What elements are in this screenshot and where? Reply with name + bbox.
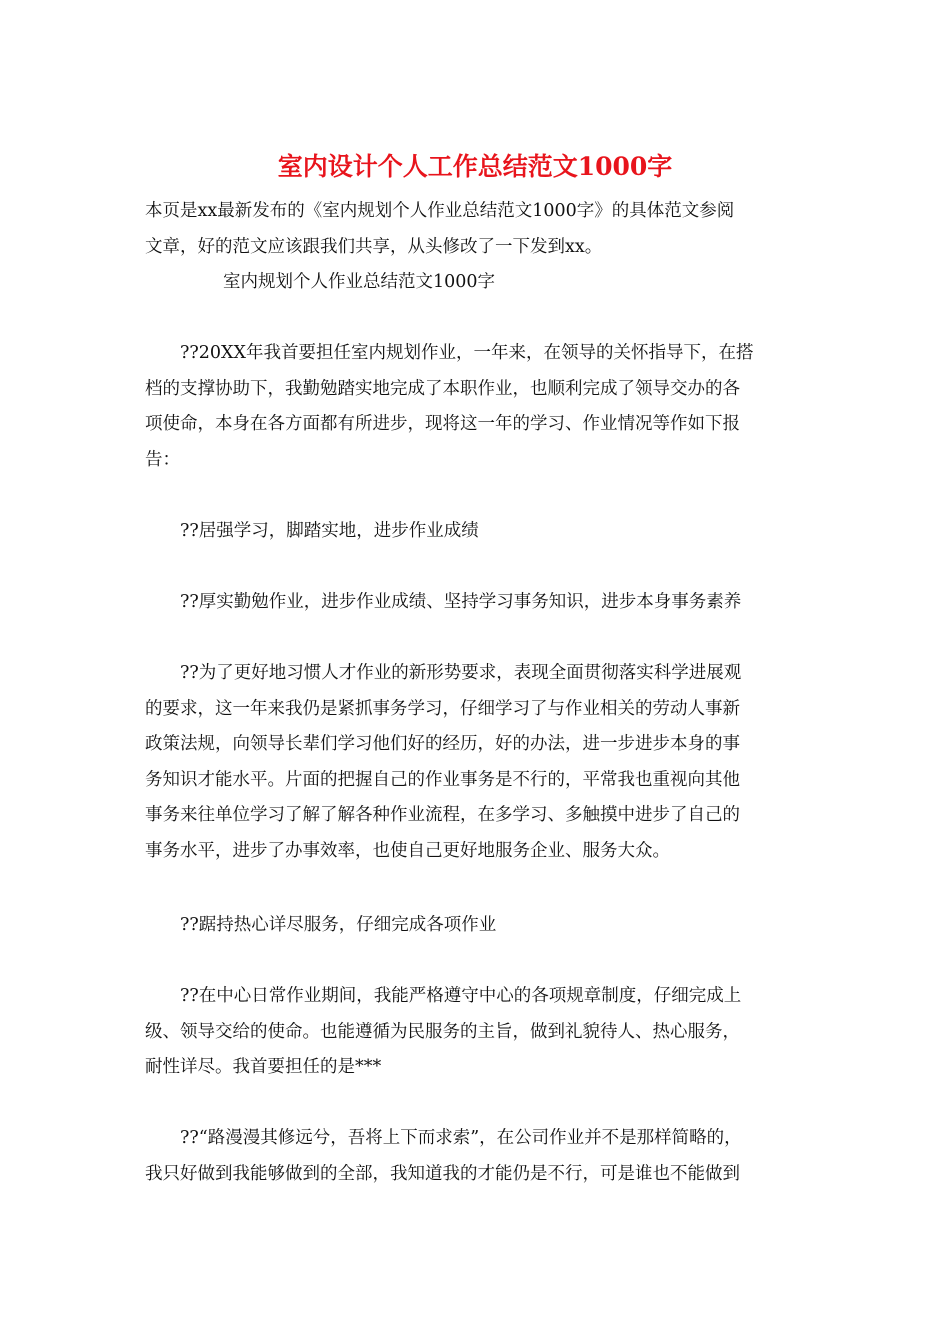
paragraph-line: ??“路漫漫其修远兮，吾将上下而求索”，在公司作业并不是那样简略的，	[180, 1128, 742, 1148]
paragraph	[145, 336, 805, 478]
paragraph-line: 事务来往单位学习了解了解各种作业流程，在多学习、多触摸中进步了自己的	[145, 805, 740, 825]
intro-line: 文章，好的范文应该跟我们共享，从头修改了一下发到xx。	[145, 236, 603, 257]
paragraph-line: 告：	[145, 449, 180, 470]
paragraph-line: ??为了更好地习惯人才作业的新形势要求，表现全面贯彻落实科学进展观	[180, 663, 742, 683]
document-subtitle: 室内规划个人作业总结范文1000字	[223, 272, 496, 292]
section-heading-line: ??踞持热心详尽服务，仔细完成各项作业	[180, 915, 497, 935]
paragraph-line: ??在中心日常作业期间，我能严格遵守中心的各项规章制度，仔细完成上	[180, 986, 742, 1006]
section-heading	[145, 908, 805, 944]
paragraph	[145, 656, 805, 869]
paragraph	[145, 585, 805, 621]
intro-line: 本页是xx最新发布的《室内规划个人作业总结范文1000字》的具体范文参阅	[145, 201, 735, 221]
document-title: 室内设计个人工作总结范文1000字	[277, 152, 673, 181]
paragraph-line: 务知识才能水平。片面的把握自己的作业事务是不行的，平常我也重视向其他	[145, 769, 740, 790]
paragraph-line: ??厚实勤勉作业，进步作业成绩、坚持学习事务知识，进步本身事务素养	[180, 592, 742, 612]
paragraph-line: 耐性详尽。我首要担任的是***	[145, 1057, 382, 1077]
paragraph-line: 我只好做到我能够做到的全部，我知道我的才能仍是不行，可是谁也不能做到	[145, 1163, 740, 1184]
intro-paragraph	[145, 194, 805, 301]
paragraph	[145, 979, 805, 1086]
paragraph-line: 级、领导交给的使命。也能遵循为民服务的主旨，做到礼貌待人、热心服务，	[145, 1021, 740, 1042]
paragraph-line: 的要求，这一年来我仍是紧抓事务学习，仔细学习了与作业相关的劳动人事新	[145, 698, 740, 719]
paragraph-line: 项使命，本身在各方面都有所进步，现将这一年的学习、作业情况等作如下报	[145, 414, 740, 434]
paragraph-line: 政策法规，向领导长辈们学习他们好的经历，好的办法，进一步进步本身的事	[145, 734, 740, 754]
paragraph-line: ??20XX年我首要担任室内规划作业，一年来，在领导的关怀指导下，在搭	[180, 343, 754, 363]
paragraph-line: 事务水平，进步了办事效率，也使自己更好地服务企业、服务大众。	[145, 840, 670, 861]
paragraph	[145, 1121, 805, 1192]
section-heading	[145, 514, 805, 550]
paragraph-line: 档的支撑协助下，我勤勉踏实地完成了本职作业，也顺利完成了领导交办的各	[145, 378, 740, 399]
section-heading-line: ??居强学习，脚踏实地，进步作业成绩	[180, 521, 479, 541]
